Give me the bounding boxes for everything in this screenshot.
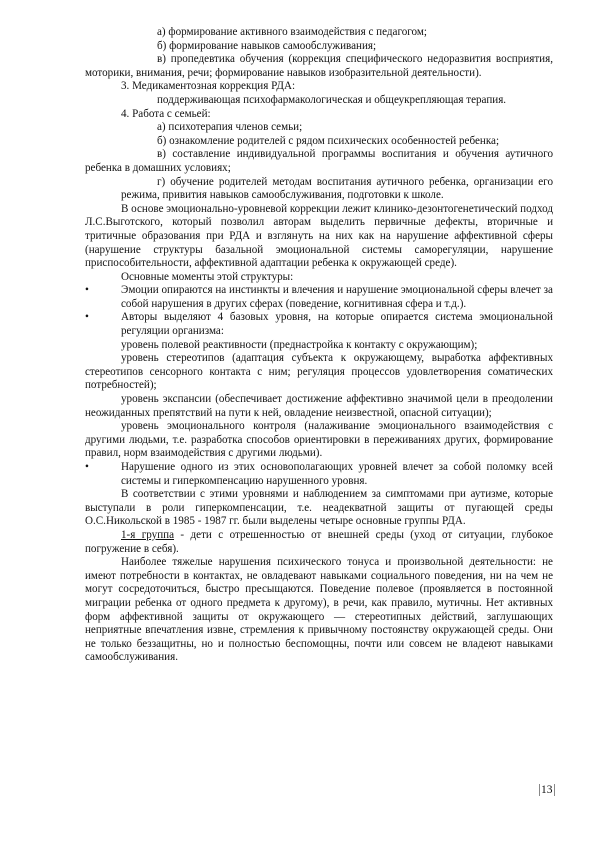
page-number: 13 — [541, 784, 553, 796]
list-item-b: б) формирование навыков самообслуживания; — [157, 39, 377, 52]
group-label: 1-я группа — [121, 528, 175, 541]
bullet-icon: • — [85, 311, 89, 324]
list-item-g: г) обучение родителей методам воспитания аутичного ребенка, организации его режима, привития навыков самообслуживания, подготовки к школе. — [121, 175, 553, 202]
level-paragraph: уровень полевой реактивности (преднастройка к контакту с окружающим); — [121, 338, 478, 351]
bullet-text: Авторы выделяют 4 базовых уровня, на которые опирается система эмоциональной регуляции организма: — [121, 311, 553, 338]
level-paragraph: уровень эмоционального контроля (налаживание эмоционального взаимодействия с другими людьми, т.е. разработка способов ориентировки в переживаниях других, формирование правил, норм взаимодействия с другими людьми). — [85, 420, 553, 460]
bullet-item — [85, 311, 553, 338]
level-paragraph: уровень экспансии (обеспечивает достижение аффективно значимой цели в преодолении неожиданных препятствий на пути к ней, овладение неизвестной, опасной ситуации); — [85, 393, 553, 419]
list-item-v: в) составление индивидуальной программы воспитания и обучения аутичного ребенка в домашних условиях; — [85, 148, 553, 174]
list-item-therapy: поддерживающая психофармакологическая и общеукрепляющая терапия. — [157, 93, 507, 106]
paragraph: Основные моменты этой структуры: — [121, 270, 294, 283]
paragraph: В соответствии с этими уровнями и наблюдением за симптомами при аутизме, которые выступали в роли гиперкомпенсации, т.е. неадекватной защиты от пугающей среды О.С.Никольской в 1985 - 1987 гг. были выделены четыре основные группы РДА. — [85, 488, 553, 528]
list-item-v: в) пропедевтика обучения (коррекция специфического недоразвития восприятия, моторики, внимания, речи; формирование навыков изобразительной деятельности). — [85, 53, 553, 79]
bullet-icon: • — [85, 461, 89, 473]
list-item-a: а) формирование активного взаимодействия с педагогом; — [157, 26, 427, 38]
paragraph: Наиболее тяжелые нарушения психического тонуса и произвольной деятельности: не имеют потребности в контактах, не овладевают навыками социального поведения, ни на чем не могут сосредоточиться, быстро пресыщаются. Поведение полевое (проявляется в постоянной миграции ребенка от одного предмета к другому), в речи, как правило, мутичны. Нет активных форм аффективной защиты от окружающего — стереотипных действий, заглушающих неприятные впечатления извне, стремления к привычному постоянству окружающей среды. Они не только беззащитны, но и полностью беспомощны, почти или совсем не владеют навыками самообслуживания. — [85, 556, 553, 664]
level-paragraph: уровень стереотипов (адаптация субъекта к окружающему, выработка аффективных стереотипов сенсорного контакта с ним; регуляция процессов удовлетворения соматических потребностей); — [85, 352, 553, 392]
section-heading-4: 4. Работа с семьей: — [121, 107, 211, 120]
group-paragraph — [85, 529, 553, 556]
bullet-text: Нарушение одного из этих основополагающих уровней влечет за собой поломку всей системы и гиперкомпенсацию нарушенного уровня. — [121, 461, 553, 487]
bullet-text: Эмоции опираются на инстинкты и влечения и нарушение эмоциональной сферы влечет за собой нарушения в других сферах (поведение, когнитивная сфера и т.д.). — [121, 284, 553, 310]
section-heading-3: 3. Медикаментозная коррекция РДА: — [121, 80, 296, 93]
document-page — [85, 26, 553, 665]
list-item-a: а) психотерапия членов семьи; — [157, 121, 303, 134]
bullet-icon: • — [85, 284, 89, 297]
group-description: - дети с отрешенностью от внешней среды (уход от ситуации, глубокое погружение в себя). — [85, 528, 553, 555]
paragraph: В основе эмоционально-уровневой коррекции лежит клинико-дезонтогенетический подход Л.С.Выготского, который позволил авторам выделить первичные дефекты, вторичные и тритичные образования при РДА и взглянуть на них как на нарушение аффективной сферы (нарушение структуры базальной эмоциональной системы саморегуляции, нарушение приспособительности, аффективной адаптации ребенка к окружающей среде). — [85, 202, 553, 270]
bullet-item — [85, 284, 553, 311]
list-item-b: б) ознакомление родителей с рядом психических особенностей ребенка; — [157, 134, 500, 147]
bullet-item — [85, 461, 553, 488]
